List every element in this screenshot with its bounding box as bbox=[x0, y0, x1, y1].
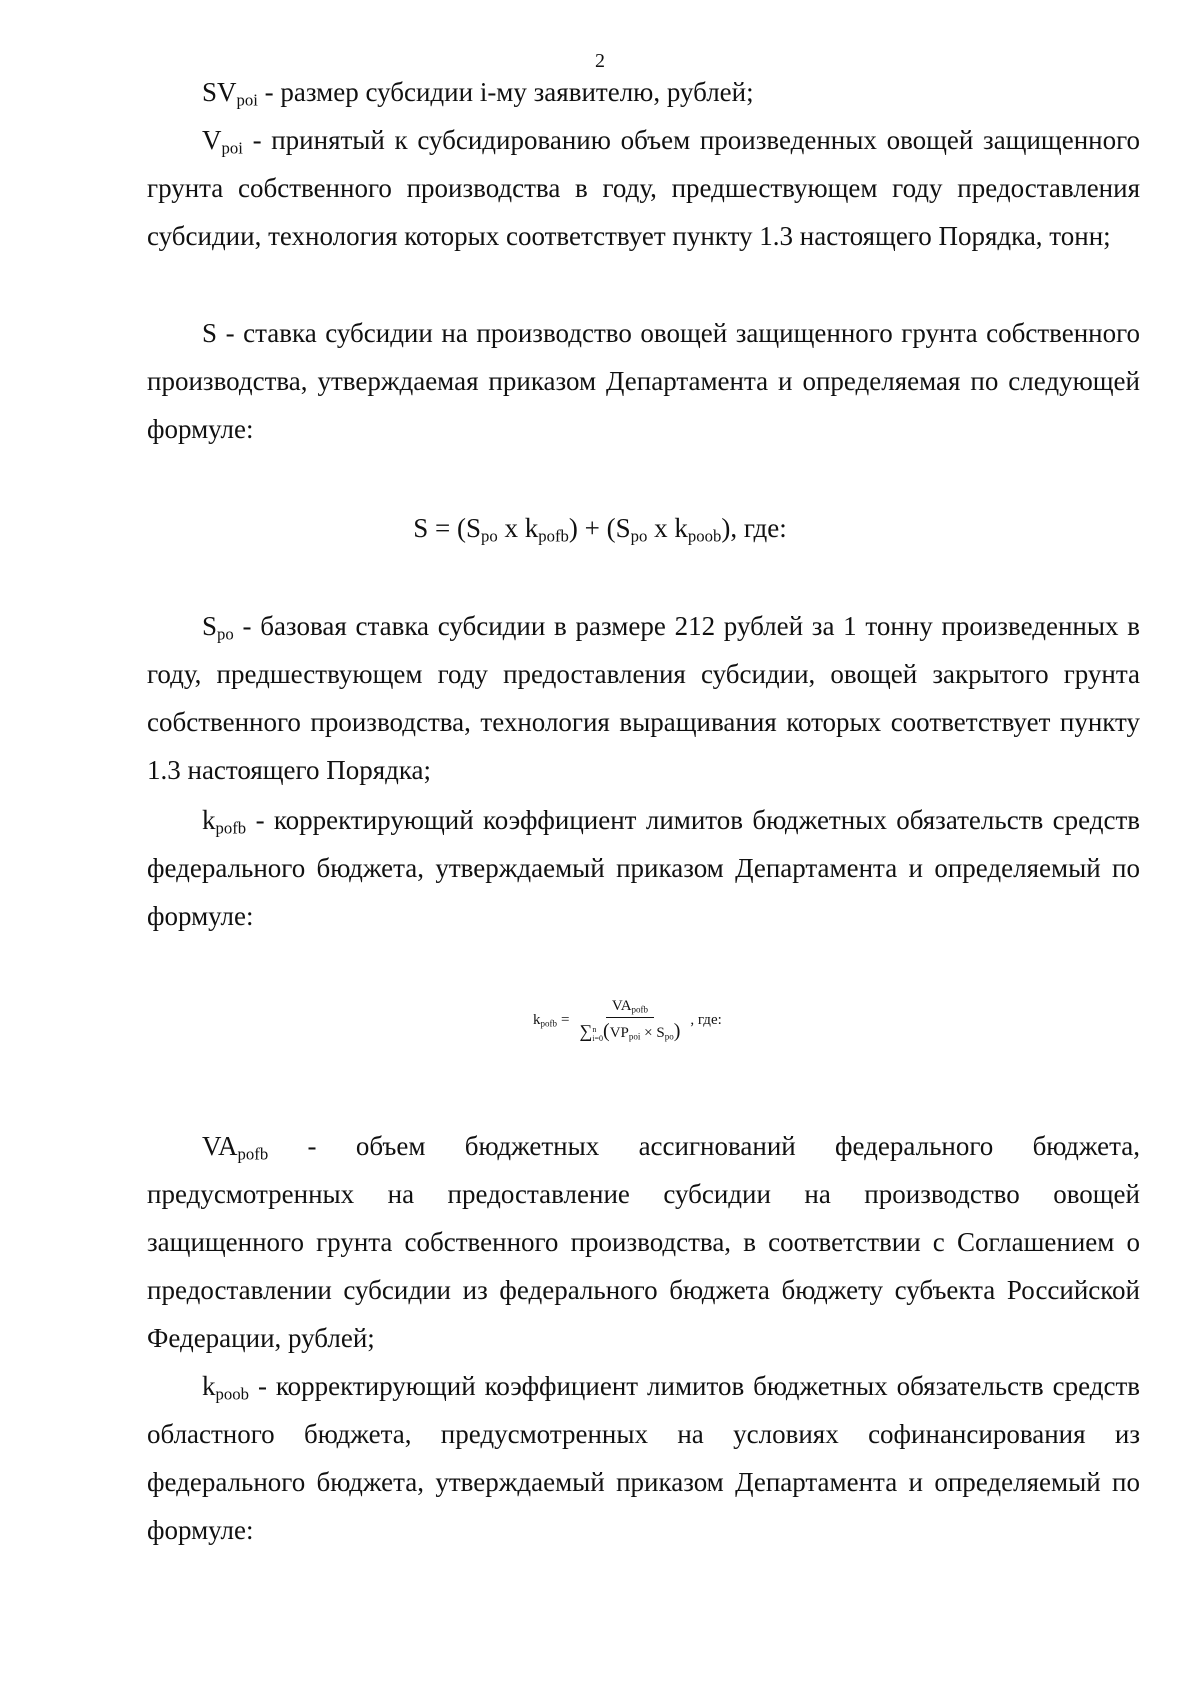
formula-fraction bbox=[575, 998, 684, 1043]
formula-equals: = bbox=[561, 1012, 570, 1028]
fraction-numerator: $VA_{pofb}$ bbox=[606, 998, 654, 1018]
paragraph-s-rate: S - ставка субсидии на производство овощей защищенного грунта собственного производства, утверждаемая приказом Департамента и определяемая по следующей формуле: bbox=[147, 318, 1140, 444]
sum-limits: n i=0 bbox=[592, 1024, 604, 1043]
formula-lhs: $k_{pofb}$ bbox=[533, 1012, 557, 1029]
formula-k-pofb bbox=[533, 998, 722, 1043]
page-number: 2 bbox=[595, 50, 605, 72]
paragraph-k-poob: $k_{poob}$ - корректирующий коэффициент лимитов бюджетных обязательств средств областного бюджета, предусмотренных на условиях софинансирования из федерального бюджета, утверждаемый приказом Департамента и определяемый по формуле: bbox=[147, 1371, 1140, 1545]
paragraph-s-po: $S_{po}$ - базовая ставка субсидии в размере 212 рублей за 1 тонну произведенных в году, предшествующем году предоставления субсидии, овощей закрытого грунта собственного производства, технология выращивания которых соответствует пункту 1.3 настоящего Порядка; bbox=[147, 611, 1140, 785]
paragraph-sv-poi: $SV_{poi}$ - размер субсидии i-му заявителю, рублей; bbox=[202, 77, 754, 110]
fraction-denominator: ∑ n i=0 $(VP_{poi} \times S_{po})$ bbox=[579, 1020, 681, 1043]
sum-icon: ∑ bbox=[579, 1021, 593, 1041]
paragraph-v-poi: $V_{poi}$ - принятый к субсидированию объем произведенных овощей защищенного грунта собственного производства в году, предшествующем году предоставления субсидии, технология которых соответствует пункту 1.3 настоящего Порядка, тонн; bbox=[147, 125, 1140, 251]
formula-s: $S = (S_{po}$ x $k_{pofb}) + (S_{po}$ x $k_{poob}$), где: bbox=[413, 513, 787, 546]
paragraph-k-pofb: $k_{pofb}$ - корректирующий коэффициент лимитов бюджетных обязательств средств федерального бюджета, утверждаемый приказом Департамента и определяемый по формуле: bbox=[147, 805, 1140, 931]
formula-tail: , где: bbox=[690, 1012, 722, 1028]
paragraph-va-pofb: $VA_{pofb}$ - объем бюджетных ассигнований федерального бюджета, предусмотренных на предоставление субсидии на производство овощей защищенного грунта собственного производства, в соответствии с Соглашением о предоставлении субсидии из федерального бюджета бюджету субъекта Российской Федерации, рублей; bbox=[147, 1131, 1140, 1353]
